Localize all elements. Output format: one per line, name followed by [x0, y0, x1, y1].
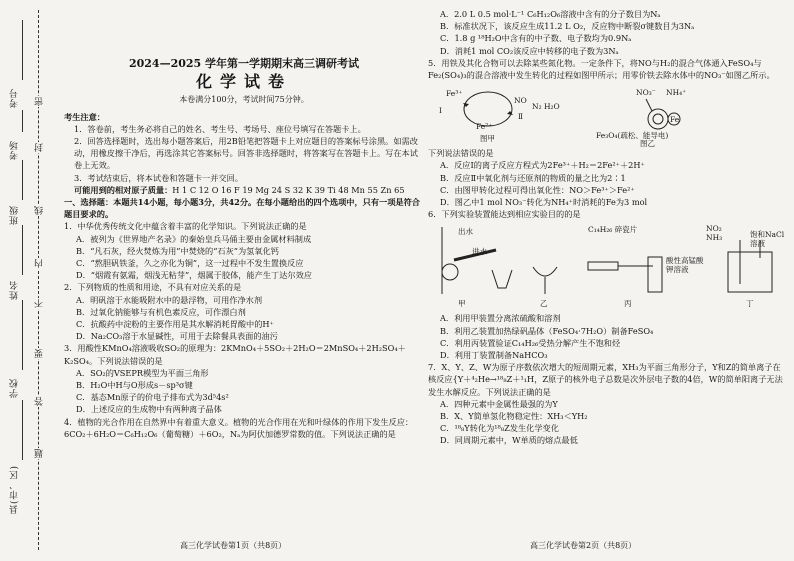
- no-label: NO: [514, 96, 527, 106]
- q1-option-a: A．被列为《世界地产名录》的秦始皇兵马俑主要由金属材料制成: [76, 233, 312, 244]
- page-footer-right: 高三化学试卷第2页（共8页）: [530, 541, 637, 550]
- q2-option-b: B．过氧化钠能够与有机色素反应，可作漂白剂: [76, 306, 246, 317]
- q6-apparatus-figures: [428, 222, 786, 310]
- gutter-exam-room-label: 考场: [10, 140, 20, 160]
- seal-char: 不: [35, 299, 45, 308]
- gutter-exam-number-label: 考号: [10, 88, 20, 108]
- question-5: 5．用铁及其化合物可以去除某些氮化物。一定条件下，将NO与H₂的混合气体通入FeSO₄与Fe₂(SO₄)₃的混合溶液中发生转化的过程如图甲所示；用零价铁去除水体中的NO₃⁻如图乙所示。: [428, 57, 775, 81]
- seal-char: 封: [35, 143, 45, 152]
- q5-lead: 下列说法错误的是: [428, 148, 494, 159]
- app-caption-d: 丁: [746, 299, 754, 309]
- q7-option-c: C．¹⁸₈Y转化为¹⁸₈Z发生化学变化: [440, 423, 559, 434]
- q3-option-a: A．SO₂的VSEPR模型为平面三角形: [76, 367, 209, 378]
- seal-char: 题: [35, 449, 45, 458]
- fig-b-caption: 图乙: [640, 139, 655, 149]
- fig-a-caption: 图甲: [480, 134, 495, 144]
- q1-option-d: D．“烟霞有氨霜，烟浅无粘芽”，烟属于胶体，能产生丁达尔效应: [76, 270, 312, 281]
- exam-subject: 化学试卷: [195, 72, 292, 92]
- left-column: [64, 8, 424, 440]
- question-2: 2．下列物质的性质和用途，不具有对应关系的是: [64, 282, 242, 293]
- q3-option-d: D．上述反应的生成物中有两种离子晶体: [76, 404, 222, 415]
- q5-option-b: B．反应Ⅱ中氧化剂与还原剂的物质的量之比为2∶1: [440, 172, 626, 183]
- seal-char: 要: [35, 349, 45, 358]
- question-6: 6．下列实验装置能达到相应实验目的的是: [428, 209, 581, 220]
- atomic-masses: [64, 184, 424, 196]
- atomic-masses-heading: 可能用到的相对原子质量：: [74, 184, 173, 195]
- note-item: 2．回答选择题时，选出每小题答案后，用2B铅笔把答题卡上对应题目的答案标号涂黑。如需改动，用橡皮擦干净后，再选涂其它答案标号。回答非选择题时，将答案写在答题卡上。写在本试卷上无效。: [74, 136, 418, 171]
- q1-option-b: B．“凡石灰，经火焚炼为用”中焚烧的“石灰”为氢氧化钙: [76, 245, 279, 256]
- fe-label: Fe: [670, 115, 680, 125]
- gutter-blank-line: [22, 160, 23, 200]
- q4-option-b: B．标准状况下，该反应生成11.2 L O₂，反应物中断裂σ键数目为3Nₐ: [440, 21, 695, 32]
- kmno4-tube: [648, 257, 662, 292]
- water-label: N₂ H₂O: [532, 102, 560, 112]
- note-item: 3．考试结束后，将本试卷和答题卡一并交回。: [74, 172, 243, 183]
- question-3: 3．用酸性KMnO₄溶液吸收SO₂的原理为：2KMnO₄＋5SO₂＋2H₂O＝2MnSO₄＋2H₂SO₄＋K₂SO₄。下列说法错误的是: [64, 343, 406, 366]
- q6-option-a: A．利用甲装置分离浓硫酸和溶剂: [440, 313, 561, 324]
- fe-core: [653, 114, 663, 124]
- seal-char: 密: [35, 97, 45, 106]
- gutter-blank-line: [22, 20, 23, 80]
- q2-option-c: C．抗酸药中淀粉的主要作用是其水解消耗胃酸中的H⁺: [76, 319, 274, 330]
- exam-meta: 本卷满分100分，考试时间75分钟。: [179, 95, 309, 105]
- gutter-name-label: 姓名: [10, 280, 20, 300]
- step-ii-label: Ⅱ: [518, 112, 524, 122]
- outlet-water-label: 出水: [458, 227, 473, 237]
- question-7: 7．X、Y、Z、W为原子序数依次增大的短周期元素，XH₃为平面三角形分子，Y和Z的简单离子在核反应{Y＋⁴₂He→¹⁸₈Z＋¹₁H，Z原子的核外电子总数是次外层电子数的4倍，W的简单阳离子无法发生水解反应。下列说法正确的是: [428, 362, 783, 397]
- reagent-label: C₁₄H₂₆ 碎瓷片: [588, 225, 638, 235]
- receiver: [492, 270, 512, 288]
- inlet-water-label: 进水: [472, 247, 487, 257]
- gutter-blank-line: [22, 400, 23, 460]
- q5-option-d: D．图乙中1 mol NO₃⁻转化为NH₄⁺时消耗的Fe为3 mol: [440, 197, 648, 208]
- q4-option-c: C．1.8 g ¹⁸H₂O中含有的中子数、电子数均为0.9Nₐ: [440, 33, 632, 44]
- q6-option-c: C．利用丙装置验证C₁₄H₂₆受热分解产生不饱和烃: [440, 337, 621, 348]
- page-footer-left: 高三化学试卷第1页（共8页）: [180, 541, 287, 550]
- ammonium-label: NH₄⁺: [666, 88, 687, 98]
- q7-option-b: B．X、Y简单氢化物稳定性：XH₃＜YH₂: [440, 411, 588, 422]
- fe3o4-shell: [648, 109, 668, 129]
- q7-option-a: A．四种元素中金属性最强的为Y: [440, 398, 558, 409]
- q5-figures: [436, 83, 786, 149]
- q2-option-d: D．Na₂CO₃溶于水显碱性，可用于去除餐具表面的油污: [76, 331, 278, 342]
- wash-bottle: [728, 252, 772, 292]
- arrow-line: [646, 99, 652, 111]
- q3-option-b: B．H₂O中H与O形成s－sp³σ键: [76, 380, 193, 391]
- flask: [442, 264, 458, 280]
- app-caption-a: 甲: [458, 299, 466, 309]
- q2-option-a: A．明矾溶于水能吸附水中的悬浮物，可用作净水剂: [76, 294, 263, 305]
- gutter-blank-line: [22, 110, 23, 132]
- exam-title: 2024—2025 学年第一学期期末高三调研考试: [128, 57, 360, 70]
- app-caption-c: 丙: [624, 299, 632, 309]
- test-tube: [588, 262, 618, 270]
- gutter-blank-line: [22, 300, 23, 370]
- section-heading: 一、选择题：本题共14小题，每小题3分，共42分。在每小题给出的四个选项中，只有一项是符合题目要求的。: [64, 197, 420, 220]
- q6-option-b: B．利用乙装置加热绿矾晶体（FeSO₄·7H₂O）制备FeSO₄: [440, 325, 654, 336]
- q3-option-c: C．基态Mn原子的价电子排布式为3d⁵4s²: [76, 392, 229, 403]
- q5-option-c: C．由图甲转化过程可得出氧化性：NO＞Fe³⁺＞Fe²⁺: [440, 184, 635, 195]
- q4-option-d: D．消耗1 mol CO₂该反应中转移的电子数为3Nₐ: [440, 45, 619, 56]
- q4-option-a: A．2.0 L 0.5 mol·L⁻¹ C₆H₁₂O₆溶液中含有的分子数目为Nₐ: [440, 9, 661, 19]
- question-4: 4．植物的光合作用在自然界中有着重大意义。植物的光合作用在光和叶绿体的作用下发生反应：6CO₂＋6H₂O＝C₆H₁₂O₆（葡萄糖）＋6O₂，Nₐ为阿伏加德罗常数的值。下列说法正确的是: [64, 416, 414, 439]
- crucible: [533, 267, 557, 276]
- q5-option-a: A．反应Ⅰ的离子反应方程式为2Fe³⁺＋H₂＝2Fe²⁺＋2H⁺: [440, 160, 645, 171]
- binding-gutter: [0, 0, 62, 561]
- step-i-label: Ⅰ: [439, 106, 442, 116]
- right-column: [428, 8, 786, 447]
- nacl-label: 饱和NaCl溶液: [750, 230, 785, 249]
- seal-char: 内: [35, 259, 45, 268]
- gutter-county-label: 县(市、区): [10, 465, 20, 515]
- nitrate-label: NO₃⁻: [636, 88, 656, 98]
- fe3-label: Fe³⁺: [446, 89, 463, 99]
- q6-option-d: D．利用丁装置制备NaHCO₃: [440, 350, 548, 361]
- seal-dashed-line: [38, 10, 39, 550]
- note-item: 1．答卷前，考生务必将自己的姓名、考生号、考场号、座位号填写在答题卡上。: [74, 123, 366, 134]
- q1-option-c: C．“熬胆矾铁釜，久之亦化为铜”，这一过程中不发生置换反应: [76, 258, 304, 269]
- gutter-class-label: 班级: [10, 205, 20, 225]
- app-caption-b: 乙: [540, 299, 548, 309]
- fe3o4-label: Fe₃O₄(疏松、能导电): [596, 131, 669, 141]
- seal-char: 线: [35, 206, 45, 215]
- q7-option-d: D．同周期元素中，W单质的熔点最低: [440, 435, 578, 446]
- kmno4-label: 酸性高锰酸钾溶液: [666, 256, 704, 275]
- gutter-school-label: 学校: [10, 378, 20, 398]
- gutter-blank-line: [22, 225, 23, 275]
- fe2-label: Fe²⁺: [476, 122, 493, 132]
- gas-label: NO₂ NH₃: [706, 224, 723, 243]
- notes-heading: 考生注意：: [64, 111, 105, 122]
- question-1: 1．中华优秀传统文化中蕴含着丰富的化学知识。下列说法正确的是: [64, 221, 307, 232]
- seal-char: 答: [35, 397, 45, 406]
- atomic-masses-values: H 1 C 12 O 16 F 19 Mg 24 S 32 K 39 Ti 48 Mn 55 Zn 65: [172, 184, 405, 195]
